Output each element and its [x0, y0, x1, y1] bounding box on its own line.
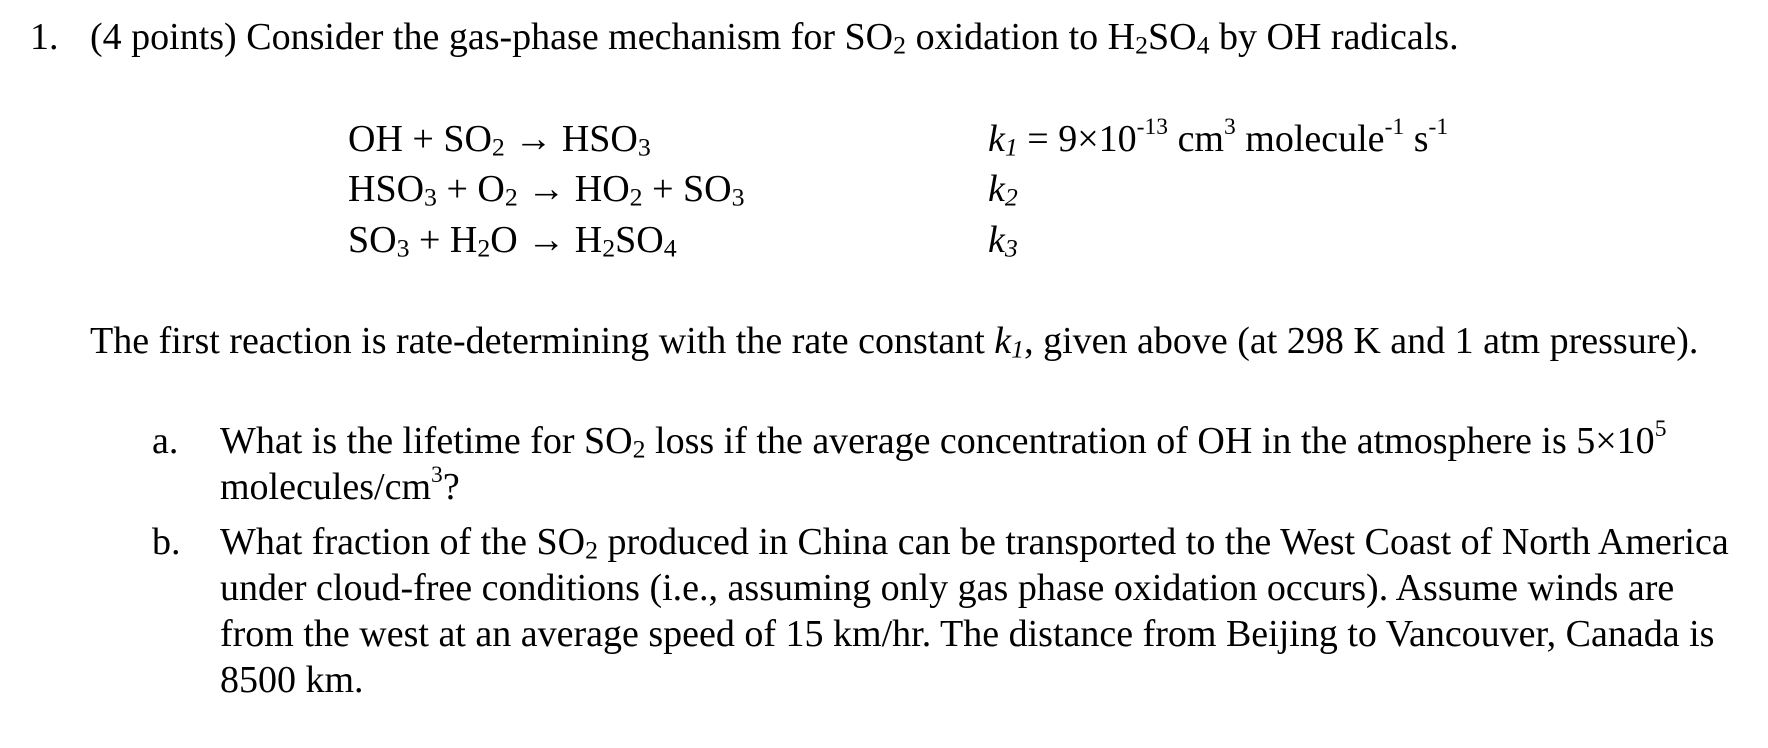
question-title: (4 points) Consider the gas-phase mechanism for $SO_2$ oxidation to $H_2SO_4$ by OH radicals. [90, 16, 1459, 60]
rate-constant-2: $k_2$ [988, 168, 1018, 212]
reaction-2: $HSO_3 + O_2 \to HO_2 + SO_3$ [348, 168, 745, 212]
item-a-text: What is the lifetime for $SO_2$ loss if the average concentration of OH in the atmosphere is $5\times 10^5$ molecules/$cm^3$? [220, 416, 1667, 508]
rate-constant-1: $k_1 = 9\times 10^{-13}$ $cm^3$ molecule$^{-1}$ $s^{-1}$ [988, 114, 1449, 162]
question-number: 1. [30, 16, 59, 58]
item-b-label: b. [152, 521, 181, 563]
reaction-1: OH + $SO_2 \to HSO_3$ [348, 118, 651, 162]
rate-determining-paragraph: The first reaction is rate-determining with the rate constant $k_1$, given above (at 298 K and 1 atm pressure). [90, 320, 1699, 364]
item-b-text: What fraction of the $SO_2$ produced in China can be transported to the West Coast of North America under cloud-free conditions (i.e., assuming only gas phase oxidation occurs). Assume winds are from the west at an average speed of 15 km/hr. The distance from Beijing to Vancouver, Canada is 8500 km. [220, 521, 1729, 701]
points-label: (4 points) [90, 16, 237, 58]
rate-constant-3: $k_3$ [988, 219, 1018, 263]
item-a-label: a. [152, 420, 179, 462]
reaction-3: $SO_3 + H_2O \to H_2SO_4$ [348, 219, 677, 263]
